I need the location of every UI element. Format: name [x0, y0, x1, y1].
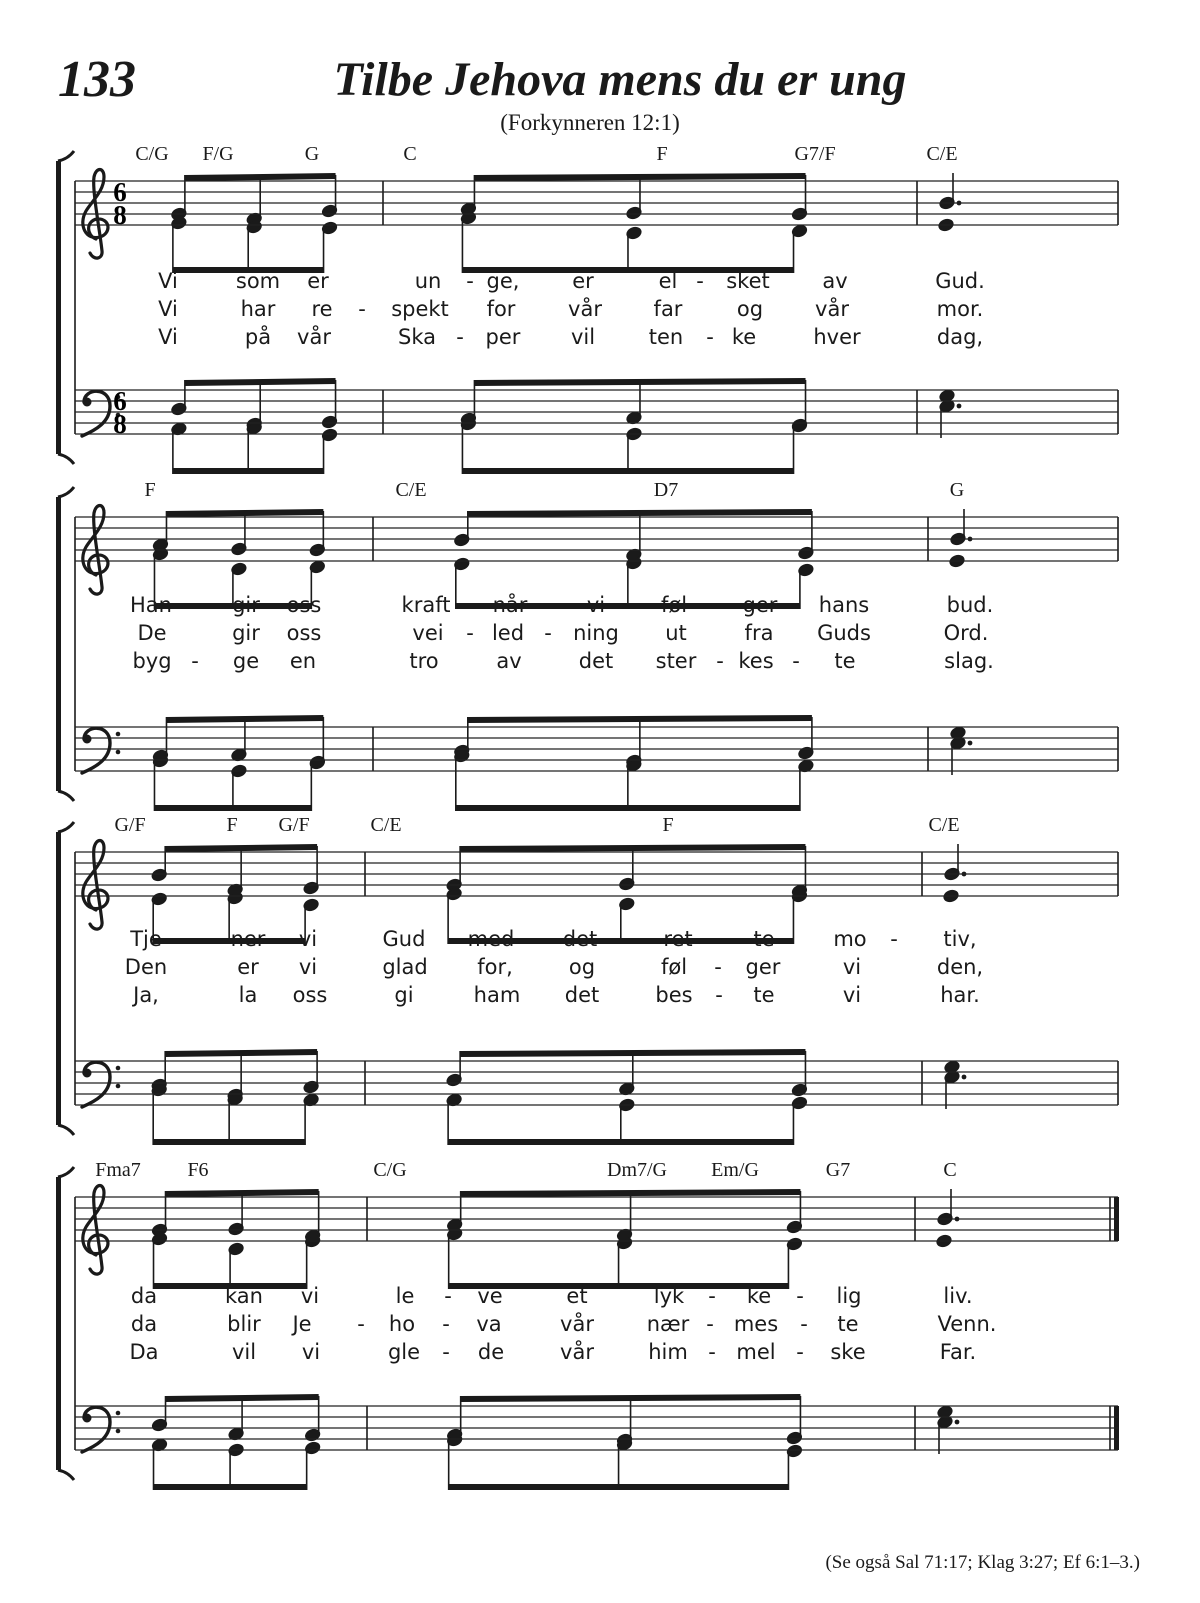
lyric-syllable: va — [476, 1312, 502, 1336]
lyric-syllable: nær — [646, 1312, 690, 1336]
lyric-syllable: er — [237, 955, 259, 979]
lyric-syllable: te — [753, 927, 775, 951]
lyric-syllable: gle — [387, 1340, 421, 1364]
lyric-syllable: vår — [297, 325, 331, 349]
lyric-syllable: Ska — [398, 325, 436, 349]
system-bracket — [56, 1177, 61, 1470]
lyric-hyphen: - — [708, 1284, 716, 1308]
lyric-hyphen: - — [708, 1340, 716, 1364]
dot — [968, 741, 973, 746]
lyric-syllable: Far. — [939, 1340, 977, 1364]
lyric-syllable: oss — [286, 593, 322, 617]
lyric-hyphen: - — [715, 983, 723, 1007]
note-beam — [166, 715, 323, 723]
dot — [962, 1075, 967, 1080]
lyric-hyphen: - — [442, 1340, 450, 1364]
lyric-syllable: le — [395, 1284, 415, 1308]
lyric-syllable: tro — [409, 649, 439, 673]
lyric-hyphen: - — [716, 649, 724, 673]
chord-symbol: C/E — [370, 814, 402, 836]
lyric-hyphen: - — [710, 593, 718, 617]
chord-symbol: Fma7 — [95, 1159, 141, 1181]
lyric-syllable: det — [562, 927, 598, 951]
lyric-syllable: mes — [733, 1312, 779, 1336]
lyric-syllable: ve — [477, 1284, 503, 1308]
lyric-syllable: som — [235, 269, 281, 293]
system-bracket — [56, 832, 61, 1125]
lyric-syllable: Vi — [158, 325, 178, 349]
lyric-syllable: blir — [227, 1312, 261, 1336]
note-beam — [153, 938, 305, 944]
note-beam — [448, 1139, 793, 1145]
bass-clef-icon — [82, 1062, 120, 1107]
lyric-syllable: mor. — [936, 297, 984, 321]
lyric-syllable: ger — [745, 955, 781, 979]
note-beam — [154, 1484, 307, 1490]
music-system — [56, 814, 1118, 1145]
lyric-syllable: Ord. — [943, 621, 989, 645]
chord-symbol: F — [656, 143, 668, 165]
lyric-hyphen: - — [890, 927, 898, 951]
lyric-syllable: vår — [568, 297, 602, 321]
note-beam — [166, 509, 323, 517]
lyric-syllable: av — [822, 269, 848, 293]
lyric-syllable: dag, — [936, 325, 984, 349]
lyric-syllable: Ja, — [133, 983, 159, 1007]
lyric-syllable: glad — [382, 955, 428, 979]
lyric-syllable: gi — [394, 983, 414, 1007]
lyric-syllable: bes — [655, 983, 693, 1007]
lyric-syllable: Da — [129, 1340, 159, 1364]
lyric-syllable: Den — [124, 955, 168, 979]
lyric-hyphen: - — [706, 325, 714, 349]
note-beam — [456, 805, 800, 811]
svg-text:8: 8 — [113, 200, 127, 230]
lyric-hyphen: - — [706, 1312, 714, 1336]
note-beam — [474, 173, 805, 181]
note-beam — [461, 1189, 801, 1197]
lyric-syllable: vår — [815, 297, 849, 321]
lyric-syllable: Vi — [158, 269, 178, 293]
lyric-syllable: har. — [940, 983, 980, 1007]
chord-symbol: C — [943, 1159, 957, 1181]
chord-symbol: G/F — [278, 814, 310, 836]
lyric-hyphen: - — [456, 325, 464, 349]
treble-staff — [75, 517, 1118, 561]
lyric-syllable: De — [137, 621, 167, 645]
lyric-hyphen: - — [796, 1284, 804, 1308]
note-beam — [166, 1394, 319, 1402]
lyric-syllable: på — [244, 325, 272, 349]
note-beam — [173, 468, 324, 474]
lyric-syllable: vi — [298, 927, 318, 951]
lyric-syllable: la — [238, 983, 258, 1007]
lyric-syllable: vi — [298, 955, 318, 979]
bass-clef-icon — [82, 728, 120, 773]
lyric-syllable: vil — [231, 1340, 257, 1364]
lyric-syllable: en — [289, 649, 317, 673]
lyric-syllable: mel — [736, 1340, 776, 1364]
svg-text:6: 6 — [113, 177, 127, 207]
treble-staff — [75, 181, 1118, 225]
note-beam — [166, 1189, 319, 1197]
lyric-syllable: Gud. — [935, 269, 985, 293]
lyric-syllable: for — [486, 297, 516, 321]
note-beam — [461, 1394, 801, 1402]
lyric-syllable: un — [414, 269, 442, 293]
lyric-syllable: te — [753, 983, 775, 1007]
lyric-syllable: byg — [132, 649, 172, 673]
chord-symbol: C/E — [395, 479, 427, 501]
lyric-hyphen: - — [720, 927, 728, 951]
note-beam — [460, 844, 805, 852]
chord-symbol: F6 — [187, 1159, 209, 1181]
time-signature-treble — [113, 177, 127, 230]
lyric-syllable: Vi — [158, 297, 178, 321]
svg-text:6: 6 — [113, 386, 127, 416]
lyric-syllable: de — [477, 1340, 505, 1364]
chord-symbol: F — [662, 814, 674, 836]
note-beam — [165, 1049, 317, 1057]
lyric-hyphen: - — [444, 1284, 452, 1308]
lyric-hyphen: - — [191, 649, 199, 673]
lyric-syllable: Venn. — [937, 1312, 997, 1336]
time-signature-bass — [113, 386, 127, 439]
lyric-syllable: når — [492, 593, 528, 617]
lyric-syllable: er — [307, 269, 329, 293]
lyric-syllable: Guds — [817, 621, 871, 645]
lyric-syllable: gir — [232, 593, 260, 617]
lyric-syllable: for, — [477, 955, 513, 979]
note-beam — [460, 1049, 805, 1057]
lyric-syllable: bud. — [946, 593, 994, 617]
lyric-syllable: him — [648, 1340, 688, 1364]
lyric-syllable: ske — [830, 1340, 866, 1364]
note-beam — [165, 844, 317, 852]
lyric-hyphen: - — [357, 1312, 365, 1336]
system-bracket — [56, 161, 61, 454]
lyric-syllable: hver — [813, 325, 861, 349]
chord-symbol: F — [144, 479, 156, 501]
lyric-syllable: liv. — [943, 1284, 973, 1308]
dot — [957, 404, 962, 409]
lyric-syllable: føl — [660, 593, 688, 617]
chord-symbol: F — [226, 814, 238, 836]
lyric-syllable: ut — [665, 621, 687, 645]
lyric-syllable: tiv, — [943, 927, 977, 951]
lyric-syllable: vi — [301, 1340, 321, 1364]
lyric-syllable: kan — [225, 1284, 263, 1308]
note-beam — [474, 378, 805, 386]
lyric-syllable: vår — [560, 1340, 594, 1364]
lyric-hyphen: - — [800, 1312, 808, 1336]
lyric-syllable: Han — [130, 593, 172, 617]
bass-clef-icon — [82, 1407, 120, 1452]
lyric-syllable: ho — [388, 1312, 416, 1336]
chord-symbol: F/G — [202, 143, 234, 165]
note-beam — [462, 468, 793, 474]
lyric-syllable: ger — [742, 593, 778, 617]
lyric-syllable: da — [130, 1312, 158, 1336]
lyric-syllable: vi — [586, 593, 606, 617]
note-beam — [154, 805, 311, 811]
chord-symbol: C — [403, 143, 417, 165]
lyric-hyphen: - — [696, 269, 704, 293]
lyric-syllable: føl — [660, 955, 688, 979]
lyric-syllable: te — [834, 649, 856, 673]
lyric-syllable: ge, — [486, 269, 520, 293]
lyric-hyphen: - — [442, 1312, 450, 1336]
lyric-syllable: og — [568, 955, 596, 979]
lyric-syllable: oss — [292, 983, 328, 1007]
lyric-hyphen: - — [796, 1340, 804, 1364]
note-beam — [153, 1139, 305, 1145]
lyric-syllable: det — [564, 983, 600, 1007]
lyric-syllable: oss — [286, 621, 322, 645]
system-bracket — [56, 497, 61, 791]
note-beam — [468, 509, 812, 517]
lyric-syllable: ret — [663, 927, 693, 951]
lyric-syllable: hans — [818, 593, 870, 617]
lyric-syllable: spekt — [391, 297, 449, 321]
svg-text:8: 8 — [113, 409, 127, 439]
lyric-syllable: vi — [842, 955, 862, 979]
lyric-syllable: sket — [726, 269, 770, 293]
lyric-syllable: den, — [936, 955, 984, 979]
lyric-syllable: ten — [648, 325, 684, 349]
lyric-hyphen: - — [196, 927, 204, 951]
chord-symbol: G7/F — [794, 143, 836, 165]
lyric-syllable: og — [736, 297, 764, 321]
chord-symbol: G/F — [114, 814, 146, 836]
lyric-syllable: er — [572, 269, 594, 293]
lyric-syllable: med — [467, 927, 515, 951]
lyric-syllable: har — [240, 297, 276, 321]
lyric-syllable: det — [578, 649, 614, 673]
lyric-syllable: gir — [232, 621, 260, 645]
lyric-syllable: fra — [744, 621, 774, 645]
chord-symbol: G — [304, 143, 320, 165]
note-beam — [468, 715, 812, 723]
lyric-hyphen: - — [466, 621, 474, 645]
lyric-syllable: vi — [842, 983, 862, 1007]
lyric-syllable: ster — [655, 649, 697, 673]
lyric-hyphen: - — [714, 955, 722, 979]
lyric-syllable: lyk — [653, 1284, 685, 1308]
lyric-syllable: lig — [836, 1284, 862, 1308]
chord-symbol: G — [949, 479, 965, 501]
song-title: Tilbe Jehova mens du er ung — [333, 53, 907, 106]
lyric-syllable: ge — [232, 649, 260, 673]
lyric-syllable: ning — [573, 621, 619, 645]
lyric-syllable: vei — [412, 621, 444, 645]
lyric-syllable: per — [485, 325, 521, 349]
lyric-syllable: Je — [292, 1312, 312, 1336]
lyric-syllable: da — [130, 1284, 158, 1308]
chord-symbol: Em/G — [711, 1159, 759, 1181]
lyric-hyphen: - — [544, 621, 552, 645]
lyric-syllable: Tje — [130, 927, 162, 951]
lyric-syllable: ke — [731, 325, 757, 349]
lyric-syllable: far — [653, 297, 683, 321]
chord-symbol: C/E — [928, 814, 960, 836]
lyric-syllable: ner — [230, 927, 266, 951]
lyric-syllable: vi — [300, 1284, 320, 1308]
lyric-syllable: led — [491, 621, 525, 645]
lyric-hyphen: - — [358, 297, 366, 321]
lyric-syllable: kes — [738, 649, 774, 673]
bass-staff — [75, 1406, 1118, 1450]
lyric-syllable: slag. — [944, 649, 994, 673]
lyric-syllable: Gud — [382, 927, 426, 951]
music-system — [56, 479, 1118, 811]
lyric-syllable: et — [566, 1284, 588, 1308]
note-beam — [185, 173, 336, 181]
lyric-syllable: vår — [560, 1312, 594, 1336]
chord-symbol: G7 — [825, 1159, 851, 1181]
lyric-syllable: kraft — [401, 593, 451, 617]
lyric-syllable: el — [658, 269, 678, 293]
lyric-syllable: re — [311, 297, 333, 321]
bass-staff — [75, 390, 1118, 434]
lyric-hyphen: - — [466, 269, 474, 293]
lyric-syllable: av — [496, 649, 522, 673]
lyric-syllable: ham — [473, 983, 521, 1007]
lyric-hyphen: - — [792, 649, 800, 673]
chord-symbol: C/E — [926, 143, 958, 165]
chord-symbol: D7 — [653, 479, 679, 501]
scripture-reference: (Forkynneren 12:1) — [500, 110, 680, 135]
chord-symbol: C/G — [135, 143, 169, 165]
lyric-syllable: vil — [570, 325, 596, 349]
chord-symbol: Dm7/G — [607, 1159, 667, 1181]
dot — [955, 1420, 960, 1425]
chord-symbol: C/G — [373, 1159, 407, 1181]
lyric-syllable: te — [837, 1312, 859, 1336]
note-beam — [449, 1484, 789, 1490]
lyric-syllable: ke — [746, 1284, 772, 1308]
lyric-syllable: mo — [833, 927, 867, 951]
note-beam — [185, 378, 336, 386]
song-number: 133 — [58, 51, 136, 108]
footnote-references: (Se også Sal 71:17; Klag 3:27; Ef 6:1–3.) — [825, 1552, 1140, 1573]
